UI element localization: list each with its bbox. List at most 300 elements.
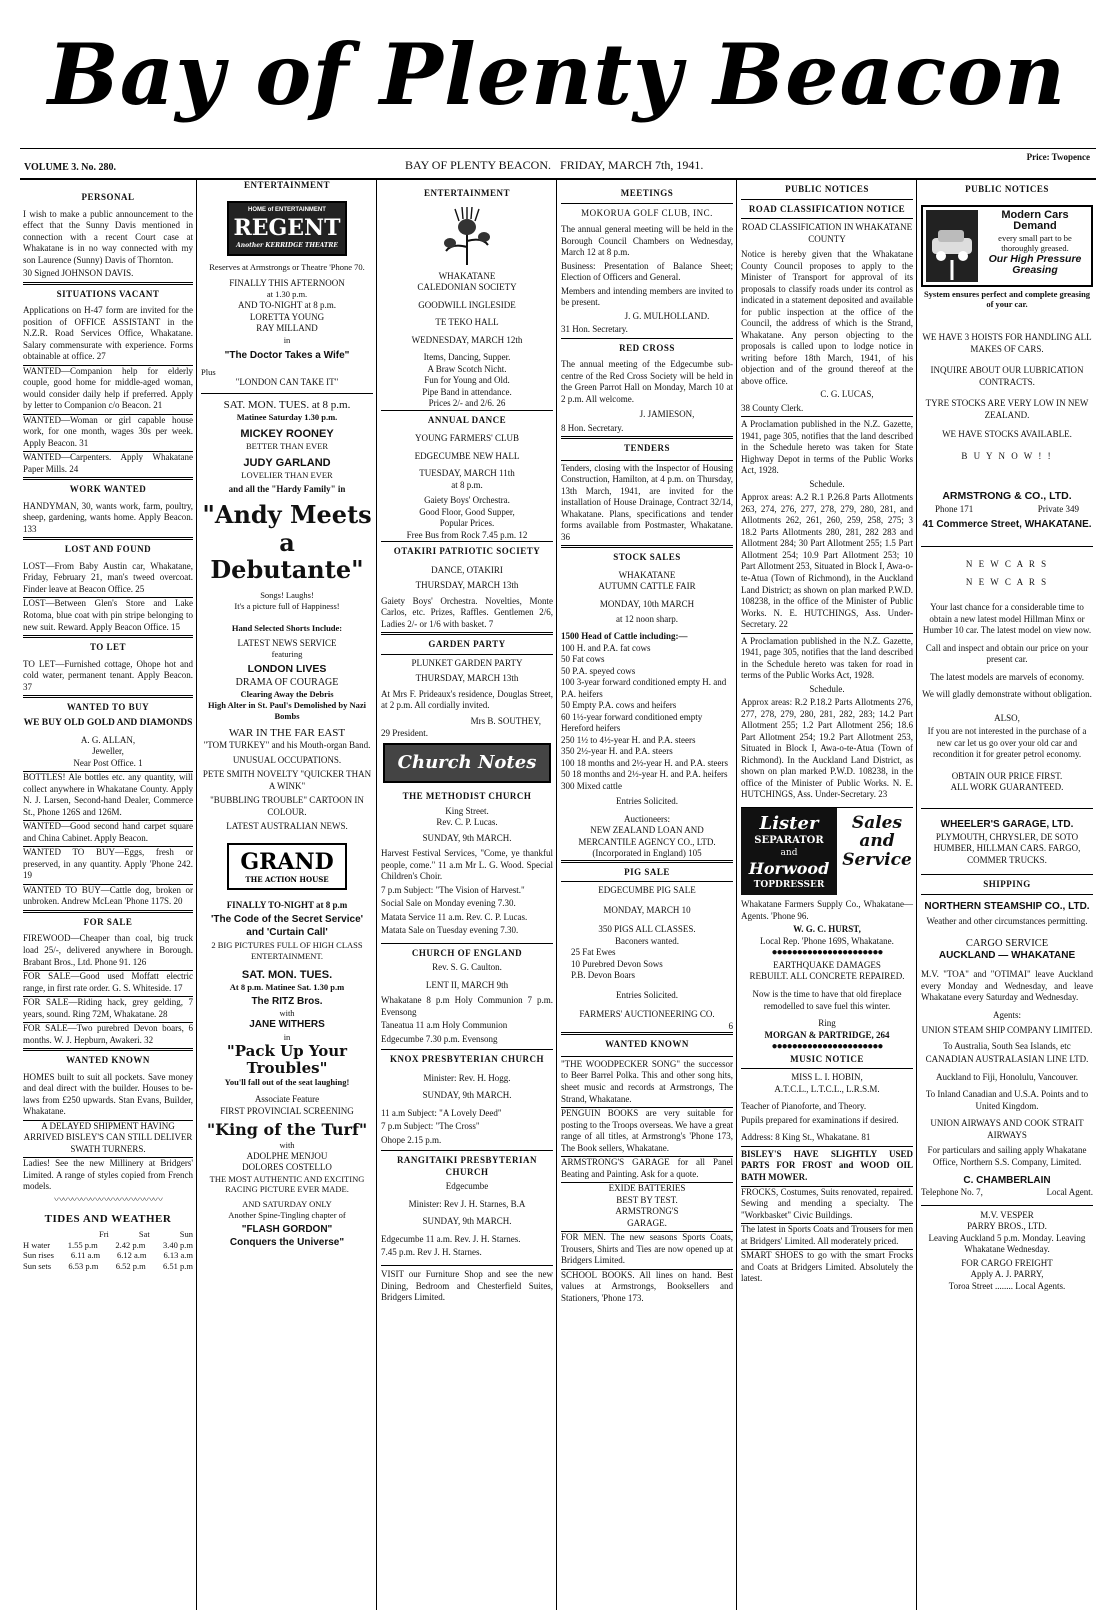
advert-text: N E W C A R S [965, 559, 1049, 570]
church-line: Rev. S. G. Caulton. [432, 962, 502, 973]
church-line: SUNDAY, 9th MARCH. [422, 1216, 512, 1227]
film-title: "Pack Up Your Troubles" [226, 1041, 348, 1078]
event-line: EDGECUMBE NEW HALL [414, 450, 520, 461]
short-title: LONDON LIVES [247, 663, 327, 676]
column-rule [556, 180, 557, 1610]
shipping-line: UNION STEAM SHIP COMPANY LIMITED. [921, 1025, 1093, 1036]
classified: BISLEY'S HAVE SLIGHTLY USED PARTS FOR FROST and WOOD OIL BATH MOWER. [741, 1146, 913, 1184]
section-heading: TIDES AND WEATHER [44, 1212, 172, 1225]
cinema-line: FINALLY TO-NIGHT at 8 p.m [226, 899, 348, 910]
advert-text: EARTHQUAKE DAMAGES [773, 959, 881, 970]
notice-sign: J. G. MULHOLLAND. [624, 310, 710, 321]
notice-sign: 31 Hon. Secretary. [561, 324, 628, 335]
sale-line: WHAKATANE [618, 569, 676, 580]
actor-name: DOLORES COSTELLO [242, 1162, 332, 1173]
section-heading: ANNUAL DANCE [381, 410, 553, 430]
cinema-line: Matinee Saturday 1.30 p.m. [236, 411, 338, 422]
church-line: Minister: Rev. H. Hogg. [423, 1072, 511, 1083]
event-line: TUESDAY, MARCH 11th [419, 468, 515, 479]
advert-text: PLYMOUTH, CHRYSLER, DE SOTO HUMBER, HILLMAN CARS. FARGO, COMMER TRUCKS. [933, 831, 1081, 865]
classified: ARMSTRONG'S [615, 1206, 679, 1217]
church-line: Edgecumbe 7.30 p.m. Evensong [381, 1033, 498, 1044]
column-cinema [198, 180, 376, 1610]
shipping-line: M.V. "TOA" and "OTIMAI" leave Auckland every Monday and Wednesday, and leave Whakatane every Saturday and Wednesday. [921, 969, 1093, 1003]
cinema-line: at 1.30 p.m. [266, 289, 308, 300]
event-line: THURSDAY, MARCH 13th [415, 580, 519, 591]
classified: WANTED—Good second hand carpet square and China Cabinet. Apply Beacon. [23, 821, 193, 843]
classified: ARMSTRONG'S GARAGE for all Panel Beating and Painting. Ask for a quote. [561, 1157, 733, 1179]
classified: FROCKS, Costumes, Suits renovated, repaired. Sewing and mending a specialty. The "Workbasket" Civic Buildings. [741, 1186, 913, 1220]
section-heading: FOR SALE [23, 910, 193, 932]
cinema-line: Plus [201, 366, 216, 377]
cinema-line: "TOM TURKEY" and his Mouth-organ Band. [203, 740, 371, 750]
column-rule [196, 180, 197, 1610]
cinema-line: High Alter in St. Paul's Demolished by Nazi Bombs [207, 700, 367, 722]
cinema-line: LATEST AUSTRALIAN NEWS. [226, 821, 348, 832]
classified: Applications on H-47 form are invited for the position of OFFICE ASSISTANT in the N.Z.R. Road Services Office, Whakatane. Salary commensurate with experience. Forms obtainable at office. 27 [23, 305, 193, 362]
greasing-advert [921, 205, 1093, 287]
cinema-line: featuring [271, 649, 303, 660]
classified: FOR SALE—Riding hack, grey gelding, 7 years, sound. Ring 72M, Whakatane. 28 [23, 997, 193, 1019]
column-rule [376, 180, 377, 1610]
classified: WANTED—Carpenters. Apply Whakatane Paper Mills. 24 [23, 452, 193, 474]
actor-name: MICKEY ROONEY [240, 427, 334, 440]
event-line: Gaiety Boys' Orchestra. [424, 495, 510, 506]
church-line: 7.45 p.m. Rev J. H. Starnes. [381, 1247, 482, 1258]
sale-line: 1500 Head of Cattle including:— [561, 630, 688, 641]
classified: The latest in Sports Coats and Trousers for men at Bridgers' Limited. All moderately priced. [741, 1224, 913, 1246]
cinema-line: Clearing Away the Debris [240, 689, 334, 700]
notice-text: Business: Presentation of Balance Sheet; Election of Officers and General. [561, 260, 733, 283]
classified: FOR SALE—Good used Moffatt electric range, in first rate order. G. S. Whiteside. 17 [23, 971, 193, 993]
notice-sign: 38 County Clerk. [741, 402, 804, 413]
advert-text: TYRE STOCKS ARE VERY LOW IN NEW ZEALAND. [925, 398, 1089, 420]
event-line: WEDNESDAY, MARCH 12th [411, 334, 523, 345]
classified: EXIDE BATTERIES [561, 1182, 733, 1195]
church-line: Ohope 2.15 p.m. [381, 1134, 442, 1145]
film-title: "LONDON CAN TAKE IT" [235, 377, 339, 388]
sale-item: P.B. Devon Boars [571, 970, 636, 981]
sale-line: Baconers wanted. [615, 935, 679, 946]
cinema-line: and all the "Hardy Family" in [228, 483, 346, 494]
advert-text: WE HAVE 3 HOISTS FOR HANDLING ALL MAKES OF CARS. [922, 332, 1092, 354]
ornament-divider: ●●●●●●●●●●●●●●●●●●●●●● [771, 947, 883, 959]
classified: FIREWOOD—Cheaper than coal, big truck load 25/-, delivered anywhere in Borough. Brabant Bros., Ltd. Phone 91. 126 [23, 933, 193, 967]
classified: WANTED TO BUY—Eggs, fresh or preserved, in any quantity. Apply 'Phone 242. 19 [23, 847, 193, 881]
event-line: Pipe Band in attendance. [422, 386, 512, 397]
classified: VISIT our Furniture Shop and see the new Dining, Bedroom and Chesterfield Suites, Bridgers Limited. [381, 1265, 553, 1304]
sale-item: 100 H. and P.A. fat cows [561, 642, 651, 653]
column-entertainment-church [378, 180, 556, 1610]
section-heading: WANTED TO BUY [23, 695, 193, 717]
sale-line: EDGECUMBE PIG SALE [561, 881, 733, 897]
advert-text: ALL WORK GUARANTEED. [950, 782, 1064, 793]
sale-item: 50 P.A. speyed cows [561, 665, 636, 676]
notice-text: Teacher of Pianoforte, and Theory. [741, 1101, 867, 1112]
event-line: Popular Prices. [439, 518, 495, 529]
notice-text: I wish to make a public announcement to the effect that the Sunny Davis mentioned in connection with a recent Court case at Whakatane is in no way connected with my son Laurence (Sunny) Davis of Thornton. [23, 208, 193, 265]
advert-text: Call and inspect and obtain our price on your present car. [925, 642, 1089, 665]
event-line: PLUNKET GARDEN PARTY [381, 654, 553, 670]
sale-line: at 12 noon sharp. [616, 614, 678, 625]
paper-name: BAY OF PLENTY BEACON. [405, 158, 552, 172]
volume-number: VOLUME 3. No. 280. [24, 162, 117, 173]
classified: LOST—Between Glen's Store and Lake Rotoma, blue coat with pin stripe belonging to new suit. Reward. Apply Beacon Office. 15 [23, 598, 193, 632]
shipping-line: For particulars and sailing apply Whakatane Office, Northern S.S. Company, Limited. [927, 1145, 1087, 1167]
cinema-line: SAT. MON. TUES. [241, 968, 333, 981]
advert-text: Whakatane Farmers Supply Co., Whakatane—Agents. 'Phone 96. [741, 899, 913, 921]
shipping-line: Leaving Auckland 5 p.m. Monday. Leaving Whakatane Wednesday. [928, 1232, 1086, 1255]
event-line: Good Floor, Good Supper, [419, 506, 515, 517]
schedule-heading: Schedule. [809, 478, 845, 489]
event-line: Free Bus from Rock 7.45 p.m. 12 [406, 529, 528, 540]
tides-row: H water 1.55 p.m 2.42 p.m 3.40 p.m [23, 1239, 193, 1250]
cinema-line: Associate Feature [254, 1094, 320, 1105]
advertiser-name: A. G. ALLAN, [80, 734, 136, 745]
column-public-notices [738, 180, 916, 1610]
ornament-divider: 〰〰〰〰〰〰〰〰〰〰〰〰 [54, 1194, 162, 1206]
church-line: 7 p.m Subject: "The Vision of Harvest." [381, 884, 525, 895]
sale-line: Entries Solicited. [616, 796, 678, 807]
sale-line: (Incorporated in England) 105 [592, 848, 702, 859]
film-title: "The Doctor Takes a Wife" [224, 349, 350, 361]
section-heading: ENTERTAINMENT [423, 188, 511, 198]
section-heading: MOKORUA GOLF CLUB, INC. [561, 203, 733, 223]
actor-name: ADOLPHE MENJOU [246, 1150, 328, 1161]
cinema-line: THE MOST AUTHENTIC AND EXCITING RACING PICTURE EVER MADE. [209, 1173, 365, 1195]
advert-text: REBUILT. ALL CONCRETE REPAIRED. [749, 971, 905, 982]
actor-name: JUDY GARLAND [243, 456, 331, 469]
classified: SMART SHOES to go with the smart Frocks and Coats at Bridgers Limited. Absolutely the latest. [741, 1250, 913, 1284]
cinema-line: It's a picture full of Happiness! [234, 600, 340, 611]
shipping-line: AUCKLAND — WHAKATANE [938, 950, 1076, 962]
section-heading: THE METHODIST CHURCH [402, 791, 532, 802]
church-line: SUNDAY, 9th MARCH. [422, 832, 512, 843]
notice-text: Approx areas: R.2 P.18.2 Parts Allotments 276, 277, 278, 279, 280, 281, 282, 283; 14.2 Part Allotment 255; 1.2 Part Allotment 256; 18.6 Part Allotment 254; 19.2 Part Allotment 253, Situated in Block I, Awa-o-te-Atua (Town of Richmond). In the Auckland Land District, as shown on plan marked P.W.D. 108238, in the office of the Minister of Public Works. N. E. HUTCHINGS, Ass. Under-Secretary. 23 [741, 697, 913, 800]
notice-text: The annual general meeting will be held in the Borough Council Chambers on Wednesday, March 12 at 8 p.m. [561, 224, 733, 258]
advert-text: OBTAIN OUR PRICE FIRST. [951, 770, 1063, 781]
film-title: "Andy Meets [202, 500, 372, 530]
section-heading: SITUATIONS VACANT [23, 282, 193, 304]
masthead-title: Bay of Plenty Beacon [47, 25, 1067, 124]
sale-item: 50 Empty P.A. cows and heifers [561, 700, 677, 711]
notice-text: A.T.C.L., L.T.C.L., L.R.S.M. [774, 1083, 880, 1094]
cinema-line: BETTER THAN EVER [245, 440, 328, 451]
advert-text: W. G. C. HURST, [793, 924, 861, 935]
advertiser-trade: Jeweller, [92, 746, 124, 757]
section-heading: LOST AND FOUND [23, 537, 193, 559]
section-heading: PUBLIC NOTICES [785, 184, 869, 194]
cinema-line: FIRST PROVINCIAL SCREENING [220, 1105, 354, 1116]
event-line: Fun for Young and Old. [424, 375, 510, 386]
advert-text: B U Y N O W ! ! [961, 450, 1053, 461]
cinema-line: LATEST NEWS SERVICE [237, 637, 337, 648]
classified: FOR MEN. The new seasons Sports Coats, Trousers, Shirts and Ties are now opened up at Bridgers Limited. [561, 1232, 733, 1266]
advert-text: ALSO, [994, 712, 1020, 723]
cinema-line: Another Spine-Tingling chapter of [228, 1210, 346, 1221]
advert-text: We will gladly demonstrate without obligation. [922, 689, 1092, 700]
advert-text: Local Rep. 'Phone 169S, Whakatane. [760, 935, 894, 946]
notice-title: ROAD CLASSIFICATION IN WHAKATANE COUNTY [741, 218, 913, 245]
grand-logo: GRAND THE ACTION HOUSE [227, 843, 347, 890]
event-line: 29 President. [381, 727, 428, 738]
cinema-line: PETE SMITH NOVELTY "QUICKER THAN A WINK" [202, 769, 372, 791]
church-line: King Street. [445, 805, 489, 816]
section-heading: CHURCH OF ENGLAND [381, 943, 553, 963]
advert-text: Now is the time to have that old fireplace remodelled to save fuel this winter. [752, 989, 902, 1011]
column-meetings-sales [558, 180, 736, 1610]
lister-advert [741, 807, 913, 895]
classified: TO LET—Furnished cottage, Ohope hot and cold water, permanent tenant. Apply Beacon. 37 [23, 658, 193, 692]
price: Price: Twopence [1026, 152, 1090, 162]
church-line: Matata Sale on Tuesday evening 7.30. [381, 925, 519, 936]
cinema-line: in [283, 1032, 291, 1042]
tides-row: Sun sets 6.53 p.m 6.52 p.m 6.51 p.m [23, 1261, 193, 1272]
cinema-line: UNUSUAL OCCUPATIONS. [232, 754, 342, 765]
sale-line: Auctioneers: [624, 813, 670, 824]
actor-name: JANE WITHERS [249, 1019, 325, 1031]
cinema-line: WAR IN THE FAR EAST [228, 726, 346, 739]
notice-text: Address: 8 King St., Whakatane. 81 [741, 1132, 871, 1143]
classified: Ladies! See the new Millinery at Bridgers' Limited. A range of styles copied from French models. [23, 1158, 193, 1192]
church-line: Rev. C. P. Lucas. [436, 817, 498, 828]
classified-headline: WE BUY OLD GOLD AND DIAMONDS [23, 717, 193, 728]
film-title: Conquers the Universe" [229, 1236, 345, 1248]
church-line: Minister: Rev J. H. Starnes, B.A [408, 1198, 526, 1209]
phone-row: Phone 171 Private 349 [935, 503, 1079, 514]
advert-text: Your last chance for a considerable time to obtain a new latest model Hillman Minx or Humber 10 car. The latest model on view now. [922, 602, 1092, 636]
advert-text: Ring [818, 1018, 836, 1029]
classified: PENGUIN BOOKS are very suitable for posting to the Troops overseas. We have a great range of all titles, at Armstrong's 'Phone 173, The Book sellers, Whakatane. [561, 1108, 733, 1153]
cinema-line: RAY MILLAND [256, 323, 318, 334]
classified: BEST BY TEST. [616, 1194, 678, 1205]
church-line: Harvest Festival Services, "Come, ye thankful people, come." 11 a.m Mr L. G. Wood. Special Children's Choir. [381, 848, 553, 882]
shipping-line: PARRY BROS., LTD. [967, 1221, 1047, 1232]
section-heading: PERSONAL [81, 192, 135, 202]
event-line: GOODWILL INGLESIDE [418, 299, 516, 310]
cinema-line: SAT. MON. TUES. at 8 p.m. [223, 398, 351, 411]
advert-text: System ensures perfect and complete greasing of your car. [923, 288, 1091, 310]
event-line: CALEDONIAN SOCIETY [417, 282, 517, 293]
event-line: THURSDAY, MARCH 13th [415, 673, 519, 684]
church-line: Whakatane 8 p.m Holy Communion 7 p.m. Evensong [381, 995, 553, 1017]
notice-sign: 8 Hon. Secretary. [561, 422, 624, 433]
tides-header-row: Fri Sat Sun [98, 1228, 193, 1239]
classified: SCHOOL BOOKS. All lines on hand. Best values at Armstrongs, Booksellers and Stationers, 'Phone 173. [561, 1269, 733, 1303]
film-title: "King of the Turf" [206, 1120, 368, 1140]
section-heading: WANTED KNOWN [23, 1048, 193, 1070]
cinema-line: FINALLY THIS AFTERNOON [229, 277, 345, 288]
tides-row: Sun rises 6.11 a.m 6.12 a.m 6.13 a.m [23, 1250, 193, 1261]
dateline [20, 150, 1096, 180]
classified: A DELAYED SHIPMENT HAVING ARRIVED BISLEY'S CAN STILL DELIVER SWATH TURNERS. [23, 1120, 193, 1154]
section-heading: TO LET [23, 635, 193, 657]
event-line: TE TEKO HALL [435, 317, 499, 328]
church-line: 11 a.m Subject: "A Lovely Deed" [381, 1107, 502, 1118]
masthead [0, 0, 1114, 150]
event-line: WHAKATANE [438, 270, 496, 281]
sale-item: 100 18 months and 2½-year H. and P.A. steers [561, 757, 728, 768]
sale-item: 50 18 months and 2½-year H. and P.A. heifers [561, 769, 728, 780]
church-line: Edgecumbe 11 a.m. Rev. J. H. Starnes. [381, 1233, 521, 1244]
advert-text: INQUIRE ABOUT OUR LUBRICATION CONTRACTS. [930, 365, 1084, 387]
cinema-line: 2 BIG PICTURES FULL OF HIGH CLASS ENTERTAINMENT. [211, 939, 363, 961]
cinema-line: LOVELIER THAN EVER [241, 469, 333, 480]
event-line: YOUNG FARMERS' CLUB [415, 433, 519, 444]
thistle-icon [432, 207, 502, 267]
notice-text: Notice is hereby given that the Whakatane County Council proposes to apply to the Minister of Transport for approval of its proposals to classify roads under its control as indicated in a statement deposited and available for public inspection at the office of the Council, the address of which is the Strand, Whakatane. Any person objecting to the proposals is called upon to lodge notice in writing before 18th March, 1941, of his objection and of the ground thereof at the above office. [741, 249, 913, 386]
cinema-line: "BUBBLING TROUBLE" CARTOON IN COLOUR. [210, 795, 364, 817]
section-heading: STOCK SALES [561, 545, 733, 567]
cinema-line: Hand Selected Shorts Include: [231, 622, 343, 633]
classified: LOST—From Baby Austin car, Whakatane, Friday, February 21, man's tweed overcoat. Finder leave at Beacon Office. 25 [23, 560, 193, 594]
notice-sign: 30 Signed JOHNSON DAVIS. [23, 268, 134, 279]
section-heading: GARDEN PARTY [381, 632, 553, 654]
event-line: DANCE, OTAKIRI [431, 564, 503, 575]
section-heading: KNOX PRESBYTERIAN CHURCH [381, 1049, 553, 1069]
section-heading: RANGITAIKI PRESBYTERIAN CHURCH [381, 1150, 553, 1181]
church-line: Taneatua 11 a.m Holy Communion [381, 1020, 508, 1031]
section-heading: TENDERS [561, 436, 733, 458]
classified: HANDYMAN, 30, wants work, farm, poultry, sheep, gardening, wants home. Apply Beacon. 133 [23, 500, 193, 534]
sale-item: 250 1½ to 4½-year H. and P.A. steers [561, 734, 696, 745]
cinema-line: Reserves at Armstrongs or Theatre 'Phone 70. [209, 262, 365, 273]
sale-line: MONDAY, 10th MARCH [599, 598, 695, 609]
classified: HOMES built to suit all pockets. Save money and deal direct with the builder. Houses to be-laws from £250 upwards. Stan Evans, Builder, Whakatane. [23, 1071, 193, 1117]
event-line: A Braw Scotch Nicht. [427, 363, 507, 374]
car-icon [926, 210, 978, 282]
section-heading: PUBLIC NOTICES [965, 184, 1049, 194]
shipping-line: M.V. VESPER [921, 1205, 1093, 1222]
issue-date: FRIDAY, MARCH 7th, 1941. [560, 158, 704, 172]
shipping-line: CARGO SERVICE [965, 938, 1049, 950]
ornament-divider: ●●●●●●●●●●●●●●●●●●●●●● [771, 1041, 883, 1053]
shipping-line: To Australia, South Sea Islands, etc [943, 1040, 1071, 1051]
film-title: a Debutante" [210, 527, 364, 585]
event-line: Gaiety Boys' Orchestra. Novelties, Monte Carlos, etc. Prizes, Raffles. Gentlemen 2/6, Ladies 2/- or 1/6 with basket. 7 [381, 595, 553, 629]
section-heading: WANTED KNOWN [561, 1032, 733, 1054]
church-notes-banner: Church Notes [383, 743, 551, 783]
sale-line: FARMERS' AUCTIONEERING CO. [579, 1009, 715, 1020]
classified: WANTED—Companion help for elderly couple, good home for middle-aged woman, would consider daily help if preferred. Apply by letter to Companion c/o Beacon. 21 [23, 365, 193, 411]
notice-text: A Proclamation published in the N.Z. Gazette, 1941, page 305, notifies that the land described in the Schedule hereto was taken for road in terms of the Public Works Act, 1928. [741, 633, 913, 682]
section-heading: ROAD CLASSIFICATION NOTICE [741, 199, 913, 219]
shipping-line: To Inland Canadian and U.S.A. Points and to United Kingdom. [925, 1089, 1089, 1111]
event-line: at 8 p.m. [451, 479, 483, 490]
section-heading: MEETINGS [620, 188, 674, 198]
sale-line: AUTUMN CATTLE FAIR [598, 581, 696, 592]
notice-text: MISS L. I. HOBIN, [741, 1068, 913, 1084]
sale-item: 50 Fat cows [561, 654, 605, 665]
sale-item: 25 Fat Ewes [571, 947, 616, 958]
notice-text: Pupils prepared for examinations if desired. [741, 1114, 899, 1125]
notice-text: Approx areas: A.2 R.1 P.26.8 Parts Allotments 263, 274, 276, 277, 278, 279, 280, 281, and Allotments 262, 261, 260, 259, 258, 275; 3 18.2 Parts Allotments 280, 281, 282 283 and Allotment 284; 30 Part Allotment 255; 1.5 Part Allotment 254; 10.9 Part Allotment 253; 10 Part Allotment 253, Situated in Block I, Awa-o-te-Atua (Town of Richmond), in the Auckland Land District; as shown on plan marked P.W.D. 108238, in the office of the Minister of Public Works. N. E. HUTCHINGS, Ass. Under-Secretary. 22 [741, 492, 913, 630]
event-line: At Mrs F. Prideaux's residence, Douglas Street, at 2 p.m. All cordially invited. [381, 688, 553, 711]
church-line: Edgecumbe [445, 1181, 489, 1192]
notice-text: Tenders, closing with the Inspector of Housing Construction, Hamilton, at 4 p.m. on Thursday, 13th March, 1941, are invited for the installation of House Drainage, Contract 32/14, Whakatane. Plans, specifications and tender forms available from Postmaster, Whakatane. 36 [561, 460, 733, 544]
advert-text: WE HAVE STOCKS AVAILABLE. [942, 429, 1072, 440]
classified: BOTTLES! Ale bottles etc. any quantity, will collect anywhere in Whakatane County. Apply N. J. Larsen, Second-hand Dealer, Commerce St., Phone 126S and 126M. [23, 772, 193, 817]
shipping-line: Weather and other circumstances permitting. [926, 915, 1088, 926]
event-line: Mrs B. SOUTHEY, [470, 715, 541, 726]
section-heading: ENTERTAINMENT [243, 180, 331, 190]
cinema-line: LORETTA YOUNG [249, 311, 325, 322]
classified: WANTED TO BUY—Cattle dog, broken or unbroken. Andrew McLean 'Phone 117S. 20 [23, 884, 193, 907]
cinema-line: AND TO-NIGHT at 8 p.m. [238, 300, 336, 311]
actor-name: The RITZ Bros. [251, 995, 323, 1007]
sales-service-text: Sales and Service [842, 812, 912, 871]
cinema-line: AND SATURDAY ONLY [242, 1199, 332, 1210]
film-title: and 'Curtain Call' [246, 927, 328, 939]
column-classifieds [20, 180, 196, 1610]
event-line: Prices 2/- and 2/6. 26 [428, 398, 506, 409]
notice-text: Members and intending members are invited to be present. [561, 285, 733, 308]
sale-line: 350 PIGS ALL CLASSES. [598, 924, 696, 935]
cinema-line: At 8 p.m. Matinee Sat. 1.30 p.m [229, 981, 345, 992]
notice-text: The annual meeting of the Edgecumbe sub-centre of the Red Cross Society will be held in the Green Parrot Hall on Monday, March 10 at 2 p.m. All welcome. [561, 359, 733, 404]
event-line: Items, Dancing, Supper. [423, 352, 511, 363]
sale-item: 100 3-year forward conditioned empty H. and P.A. heifers [561, 677, 727, 699]
film-title: "FLASH GORDON" [241, 1224, 333, 1236]
cinema-line: DRAMA OF COURAGE [235, 676, 339, 688]
notice-text: A Proclamation published in the N.Z. Gazette, 1941, page 305, notifies that the land described in the Schedule hereto was taken for State Highway Depot in terms of the Public Works Act, 1928. [741, 416, 913, 477]
shipping-line: Auckland to Fiji, Honolulu, Vancouver. [935, 1071, 1079, 1082]
cinema-line: with [279, 1139, 295, 1150]
classified: "THE WOODPECKER SONG" the successor to Beer Barrel Polka. This and other song hits, sheet music and records at Armstrongs, The Strand, Whakatane. [561, 1056, 733, 1105]
schedule-heading: Schedule. [809, 683, 845, 694]
cinema-line: in [283, 334, 291, 345]
column-rule [736, 180, 737, 1610]
cinema-line: Songs! Laughs! [260, 590, 314, 601]
column-rule [916, 180, 917, 1610]
greasing-text: Modern Cars Demand every small part to be thoroughly greased. Our High Pressure Greasing [988, 208, 1082, 277]
section-heading: WORK WANTED [23, 477, 193, 499]
shipping-line: Apply A. J. PARRY, [970, 1269, 1044, 1280]
church-line: 7 p.m Subject: "The Cross" [381, 1121, 480, 1132]
classified: WANTED—Woman or girl capable house work, for one month, wages 30s per week. Apply Beacon. 31 [23, 414, 193, 448]
sale-item: 10 Purebred Devon Sows [571, 958, 663, 969]
section-heading: SHIPPING [921, 874, 1093, 894]
masthead-rule [20, 148, 1096, 149]
agent-name: C. CHAMBERLAIN [963, 1174, 1051, 1186]
advert-text: The latest models are marvels of economy. [929, 671, 1085, 682]
cinema-line: with [279, 1008, 295, 1019]
section-heading: OTAKIRI PATRIOTIC SOCIETY [381, 541, 553, 561]
classified: FOR SALE—Two purebred Devon boars, 6 months. W. J. Hepburn, Awakeri. 32 [23, 1023, 193, 1045]
advertiser-address: 41 Commerce Street, WHAKATANE. [922, 519, 1092, 531]
sale-item: 300 Mixed cattle [561, 780, 622, 791]
company-name: NORTHERN STEAMSHIP CO., LTD. [921, 894, 1093, 914]
sale-line: 6 [728, 1020, 733, 1031]
notice-sign: C. G. LUCAS, [820, 389, 874, 400]
sale-item: 60 1½-year forward conditioned empty Hereford heifers [561, 711, 703, 734]
sale-line: NEW ZEALAND LOAN AND MERCANTILE AGENCY CO., LTD. [578, 825, 716, 847]
dateline-center [405, 158, 703, 173]
shipping-line: Toroa Street ........ Local Agents. [948, 1280, 1066, 1291]
shipping-line: CANADIAN AUSTRALASIAN LINE LTD. [925, 1054, 1089, 1065]
column-motors-shipping [918, 180, 1096, 1610]
telephone-row: Telephone No. 7, Local Agent. [921, 1187, 1093, 1198]
section-heading: RED CROSS [561, 338, 733, 358]
church-line: Matata Service 11 a.m. Rev. C. P. Lucas. [381, 911, 528, 922]
section-heading: MUSIC NOTICE [790, 1053, 864, 1064]
advertiser-address: Near Post Office. 1 [73, 757, 143, 768]
cinema-line: You'll fall out of the seat laughing! [224, 1077, 350, 1088]
advertiser-name: ARMSTRONG & CO., LTD. [942, 490, 1072, 503]
regent-logo: HOME of ENTERTAINMENT REGENT Another KERRIDGE THEATRE [227, 201, 347, 257]
church-line: LENT II, MARCH 9th [425, 979, 509, 990]
advert-text: MORGAN & PARTRIDGE, 264 [764, 1029, 890, 1040]
